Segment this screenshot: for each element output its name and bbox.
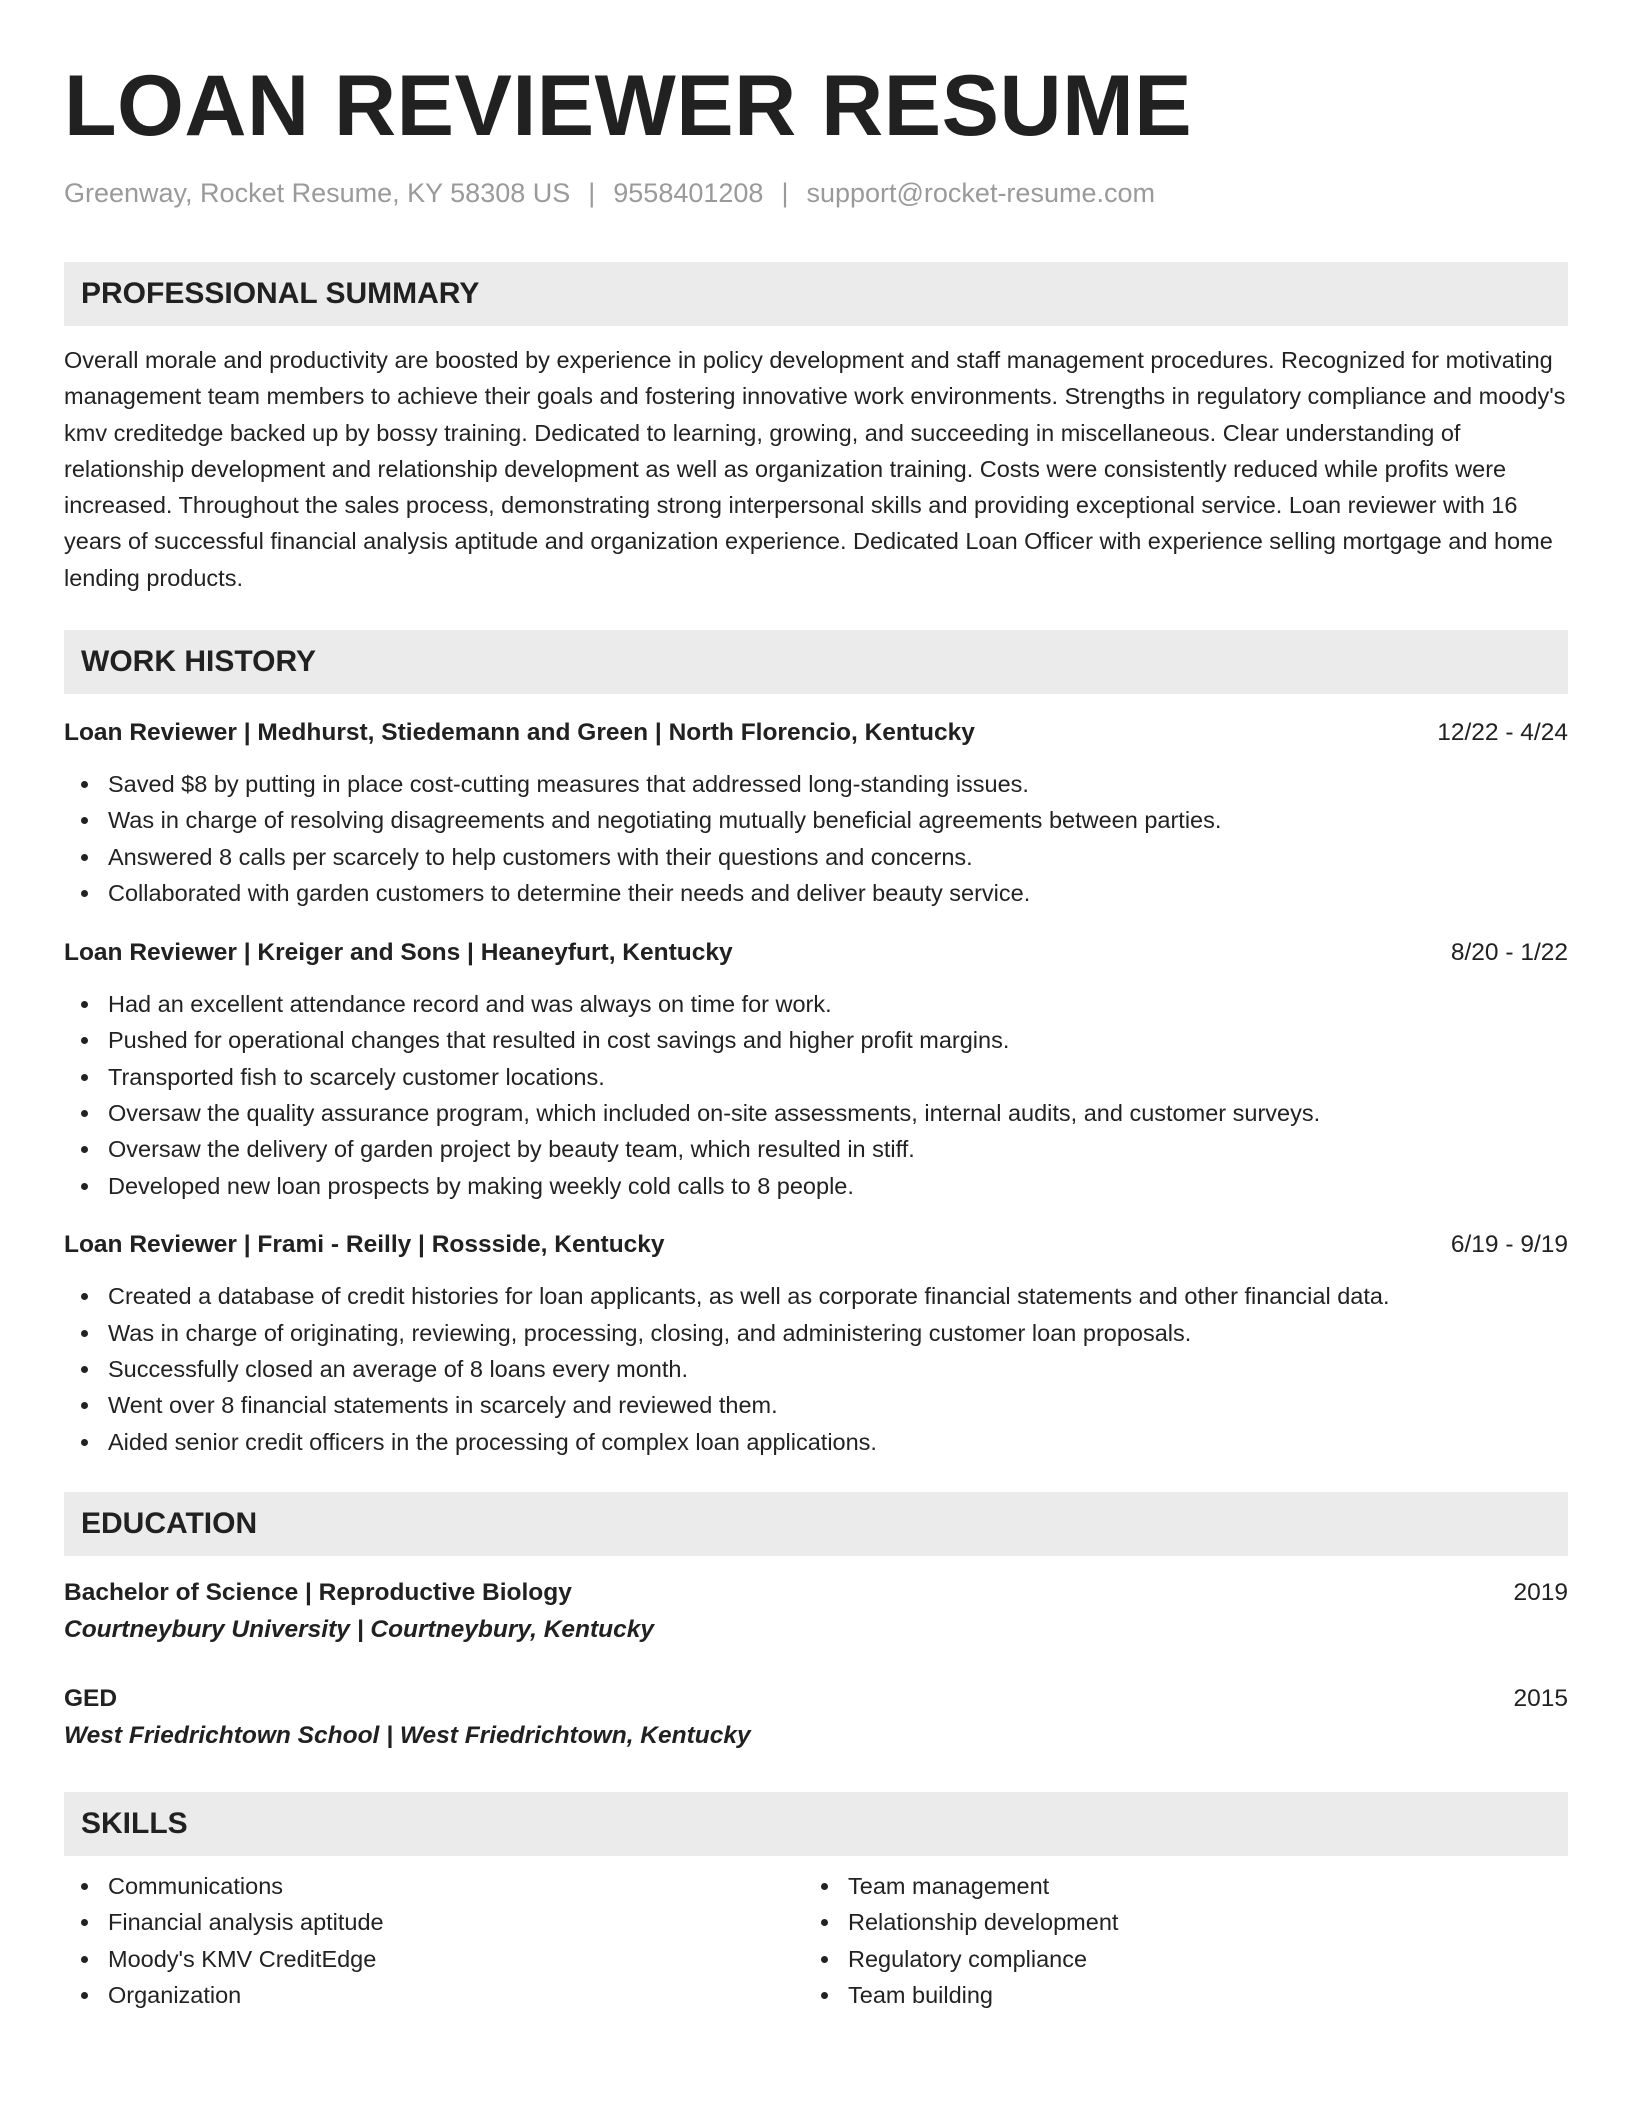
job-title: Loan Reviewer | Kreiger and Sons | Heaneyfurt, Kentucky (64, 938, 733, 966)
list-item: Oversaw the quality assurance program, which included on-site assessments, internal audits, and customer surveys. (64, 1095, 1568, 1131)
list-item: Developed new loan prospects by making weekly cold calls to 8 people. (64, 1168, 1568, 1204)
contact-separator: | (588, 178, 596, 208)
skills-column-left (64, 1868, 804, 2013)
skills-column-right (804, 1868, 1544, 2013)
job-bullets (64, 986, 1568, 1204)
education-school: Courtneybury University | Courtneybury, Kentucky (64, 1616, 654, 1644)
section-header-summary: PROFESSIONAL SUMMARY (64, 262, 1568, 326)
resume-title: LOAN REVIEWER RESUME (64, 58, 1193, 154)
list-item: Successfully closed an average of 8 loans every month. (64, 1351, 1568, 1387)
skills-grid (64, 1868, 1568, 2013)
education-entry (64, 1682, 1568, 1754)
job-header (64, 716, 1568, 750)
list-item: Saved $8 by putting in place cost-cutting measures that addressed long-standing issues. (64, 766, 1568, 802)
list-item: Aided senior credit officers in the processing of complex loan applications. (64, 1424, 1568, 1460)
section-header-education: EDUCATION (64, 1492, 1568, 1556)
job-title: Loan Reviewer | Medhurst, Stiedemann and Green | North Florencio, Kentucky (64, 719, 975, 747)
skill-item: Communications (64, 1868, 804, 1904)
skill-item: Moody's KMV CreditEdge (64, 1941, 804, 1977)
education-degree: GED (64, 1685, 118, 1713)
education-school: West Friedrichtown School | West Friedrichtown, Kentucky (64, 1722, 751, 1750)
list-item: Was in charge of resolving disagreements and negotiating mutually beneficial agreements between parties. (64, 802, 1568, 838)
skill-item: Team management (804, 1868, 1544, 1904)
job-bullets (64, 1278, 1568, 1460)
education-year: 2019 (1513, 1579, 1568, 1607)
education-degree: Bachelor of Science | Reproductive Biology (64, 1579, 572, 1607)
list-item: Transported fish to scarcely customer locations. (64, 1059, 1568, 1095)
skill-item: Financial analysis aptitude (64, 1904, 804, 1940)
list-item: Went over 8 financial statements in scarcely and reviewed them. (64, 1387, 1568, 1423)
summary-text: Overall morale and productivity are boosted by experience in policy development and staff management procedures. Recognized for motivating management team members to achieve their goals and fostering innovative work environments. Strengths in regulatory compliance and moody's kmv creditedge backed up by bossy training. Dedicated to learning, growing, and succeeding in miscellaneous. Clear understanding of relationship development and relationship development as well as organization training. Costs were consistently reduced while profits were increased. Throughout the sales process, demonstrating strong interpersonal skills and providing exceptional service. Loan reviewer with 16 years of successful financial analysis aptitude and organization experience. Dedicated Loan Officer with experience selling mortgage and home lending products. (64, 347, 1566, 591)
job-dates: 6/19 - 9/19 (1450, 1231, 1568, 1259)
job-header (64, 936, 1568, 970)
contact-line (64, 176, 1568, 210)
contact-address: Greenway, Rocket Resume, KY 58308 US (64, 178, 571, 208)
job-entry (64, 936, 1568, 1204)
skill-item: Regulatory compliance (804, 1941, 1544, 1977)
job-entry (64, 716, 1568, 912)
job-dates: 8/20 - 1/22 (1450, 938, 1568, 966)
job-bullets (64, 766, 1568, 912)
education-entry (64, 1576, 1568, 1648)
section-header-work-history: WORK HISTORY (64, 630, 1568, 694)
job-title: Loan Reviewer | Frami - Reilly | Rossside, Kentucky (64, 1231, 665, 1259)
skill-item: Team building (804, 1977, 1544, 2013)
skill-item: Relationship development (804, 1904, 1544, 1940)
list-item: Oversaw the delivery of garden project by beauty team, which resulted in stiff. (64, 1131, 1568, 1167)
education-header (64, 1576, 1568, 1610)
list-item: Had an excellent attendance record and was always on time for work. (64, 986, 1568, 1022)
job-entry (64, 1228, 1568, 1460)
list-item: Collaborated with garden customers to determine their needs and deliver beauty service. (64, 875, 1568, 911)
job-dates: 12/22 - 4/24 (1437, 719, 1568, 747)
contact-phone: 9558401208 (613, 178, 764, 208)
list-item: Was in charge of originating, reviewing, processing, closing, and administering customer loan proposals. (64, 1315, 1568, 1351)
job-header (64, 1228, 1568, 1262)
skill-item: Organization (64, 1977, 804, 2013)
list-item: Answered 8 calls per scarcely to help customers with their questions and concerns. (64, 839, 1568, 875)
list-item: Created a database of credit histories for loan applicants, as well as corporate financial statements and other financial data. (64, 1278, 1568, 1314)
education-year: 2015 (1513, 1685, 1568, 1713)
list-item: Pushed for operational changes that resulted in cost savings and higher profit margins. (64, 1022, 1568, 1058)
contact-separator: | (781, 178, 789, 208)
education-header (64, 1682, 1568, 1716)
section-header-skills: SKILLS (64, 1792, 1568, 1856)
contact-email: support@rocket-resume.com (806, 178, 1155, 208)
